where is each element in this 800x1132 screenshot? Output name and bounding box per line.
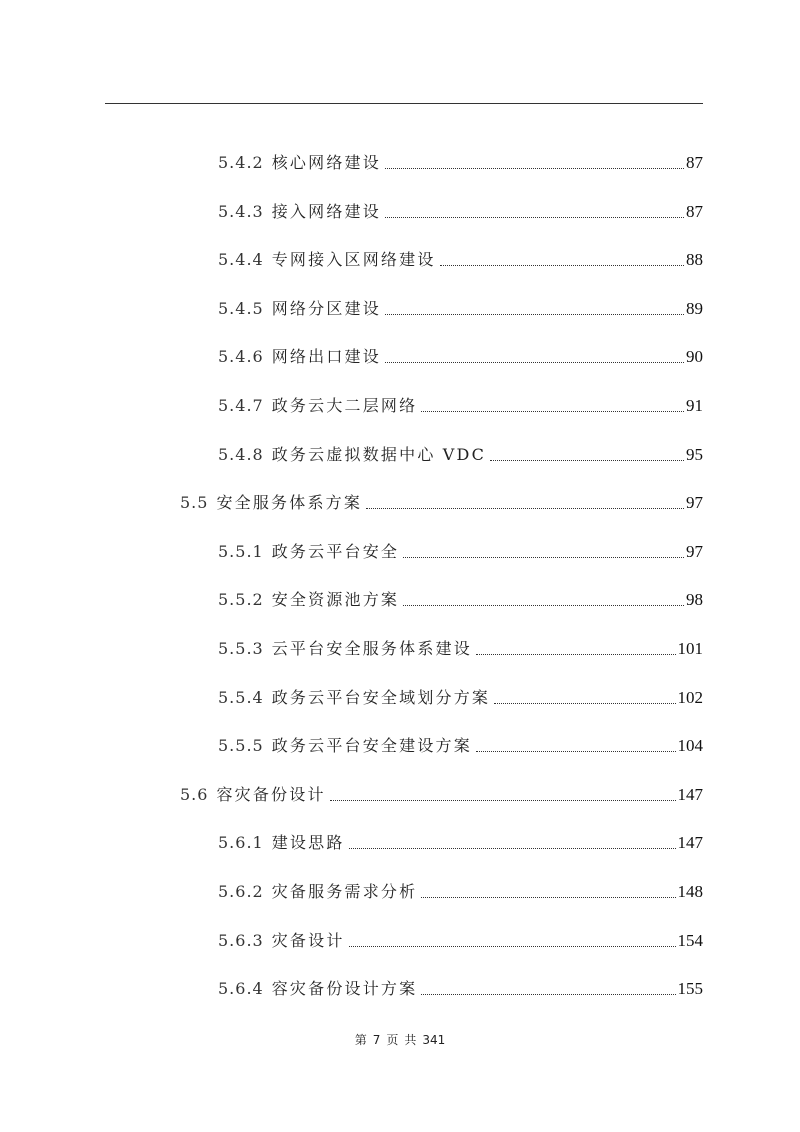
toc-dot-leader — [403, 605, 684, 606]
toc-entry-title: 政务云平台安全域划分方案 — [271, 687, 491, 707]
toc-entry-title: 网络出口建设 — [271, 347, 381, 367]
toc-entry-number: 5.5.1 — [218, 541, 264, 561]
toc-dot-leader — [330, 800, 676, 801]
toc-entry-page: 147 — [677, 833, 703, 853]
toc-dot-leader — [349, 946, 676, 947]
toc-entry-number: 5.4.8 — [218, 444, 264, 464]
toc-entry-number: 5.6 — [180, 784, 209, 804]
toc-entry[interactable] — [180, 775, 703, 805]
toc-dot-leader — [366, 508, 684, 509]
toc-entry-page: 90 — [686, 347, 703, 367]
toc-entry-title: 容灾备份设计方案 — [271, 979, 418, 999]
toc-entry-title: 接入网络建设 — [271, 201, 381, 221]
toc-entry-number: 5.4.4 — [218, 250, 264, 270]
toc-entry-page: 89 — [686, 298, 703, 318]
toc-entry-page: 154 — [677, 930, 703, 950]
toc-entry-number: 5.6.1 — [218, 833, 264, 853]
toc-entry[interactable] — [218, 240, 703, 270]
toc-entry-title: 安全资源池方案 — [271, 590, 400, 610]
footer-total-prefix: 共 — [404, 1033, 417, 1047]
toc-entry-title: 云平台安全服务体系建设 — [271, 639, 472, 658]
toc-dot-leader — [349, 848, 676, 849]
toc-entry-page: 87 — [686, 201, 703, 221]
toc-entry[interactable] — [218, 823, 703, 853]
toc-entry-number: 5.4.3 — [218, 201, 264, 221]
toc-entry[interactable] — [218, 969, 703, 999]
toc-entry-page: 91 — [686, 396, 703, 415]
toc-entry-title: 容灾备份设计 — [216, 784, 326, 804]
toc-entry-page: 101 — [677, 639, 703, 658]
toc-entry-page: 147 — [677, 784, 703, 804]
toc-entry-page: 98 — [686, 590, 703, 610]
toc-entry-page: 95 — [686, 444, 703, 464]
toc-dot-leader — [385, 314, 684, 315]
toc-entry-page: 88 — [686, 250, 703, 270]
toc-entry-number: 5.4.6 — [218, 347, 264, 367]
toc-entry-page: 97 — [686, 493, 703, 513]
toc-dot-leader — [421, 411, 684, 412]
toc-entry[interactable] — [218, 386, 703, 416]
toc-entry[interactable] — [218, 872, 703, 902]
toc-dot-leader — [421, 897, 675, 898]
toc-entry-number: 5.6.3 — [218, 930, 264, 950]
footer-total-pages: 341 — [422, 1033, 446, 1047]
toc-entry[interactable] — [218, 532, 703, 562]
toc-entry-number: 5.6.2 — [218, 882, 264, 901]
toc-entry-number: 5.4.7 — [218, 396, 264, 415]
toc-entry[interactable] — [218, 678, 703, 708]
toc-dot-leader — [385, 217, 684, 218]
toc-entry-number: 5.5.4 — [218, 687, 264, 707]
toc-entry-title: 政务云平台安全建设方案 — [271, 736, 472, 756]
toc-entry[interactable] — [218, 289, 703, 319]
toc-dot-leader — [476, 751, 676, 752]
toc-entry-title: 灾备服务需求分析 — [271, 882, 418, 901]
toc-entry-number: 5.4.5 — [218, 298, 264, 318]
toc-entry[interactable] — [218, 580, 703, 610]
toc-entry[interactable] — [218, 726, 703, 756]
toc-entry-title: 网络分区建设 — [271, 298, 381, 318]
toc-entry[interactable] — [218, 143, 703, 173]
toc-entry-title: 建设思路 — [271, 833, 345, 853]
toc-dot-leader — [494, 703, 675, 704]
toc-dot-leader — [490, 460, 684, 461]
toc-entry-title: 核心网络建设 — [271, 153, 381, 172]
toc-entry[interactable] — [218, 629, 703, 659]
toc-entry-title: 灾备设计 — [271, 930, 345, 950]
toc-entry[interactable] — [218, 192, 703, 222]
toc-entry-number: 5.6.4 — [218, 979, 264, 999]
footer-prefix: 第 — [354, 1033, 367, 1047]
toc-entry-title: 安全服务体系方案 — [216, 493, 363, 513]
toc-entry-page: 148 — [677, 882, 703, 901]
toc-entry-title: 政务云平台安全 — [271, 541, 400, 561]
toc-entry[interactable] — [218, 921, 703, 951]
toc-dot-leader — [476, 654, 676, 655]
toc-entry[interactable] — [218, 337, 703, 367]
toc-entry-page: 104 — [677, 736, 703, 756]
toc-entry-page: 155 — [677, 979, 703, 999]
toc-dot-leader — [421, 994, 675, 995]
toc-entry-page: 102 — [677, 687, 703, 707]
toc-dot-leader — [440, 265, 684, 266]
toc-dot-leader — [385, 168, 684, 169]
footer-page-unit: 页 — [386, 1033, 399, 1047]
toc-entry-number: 5.5.2 — [218, 590, 264, 610]
toc-entry-page: 87 — [686, 153, 703, 172]
toc-entry-number: 5.5.3 — [218, 639, 264, 658]
toc-entry-number: 5.5.5 — [218, 736, 264, 756]
toc-dot-leader — [385, 362, 684, 363]
toc-entry-title: 专网接入区网络建设 — [271, 250, 436, 270]
toc-entry-number: 5.5 — [180, 493, 209, 513]
toc-entry[interactable] — [218, 435, 703, 465]
toc-entry-title: 政务云大二层网络 — [271, 396, 418, 415]
page-footer — [0, 1031, 800, 1048]
footer-page-number: 7 — [372, 1033, 381, 1047]
toc-entry-number: 5.4.2 — [218, 153, 264, 172]
toc-dot-leader — [403, 557, 684, 558]
toc-entry-title: 政务云虚拟数据中心 VDC — [271, 444, 487, 464]
toc-entry-page: 97 — [686, 541, 703, 561]
toc-entry[interactable] — [180, 483, 703, 513]
